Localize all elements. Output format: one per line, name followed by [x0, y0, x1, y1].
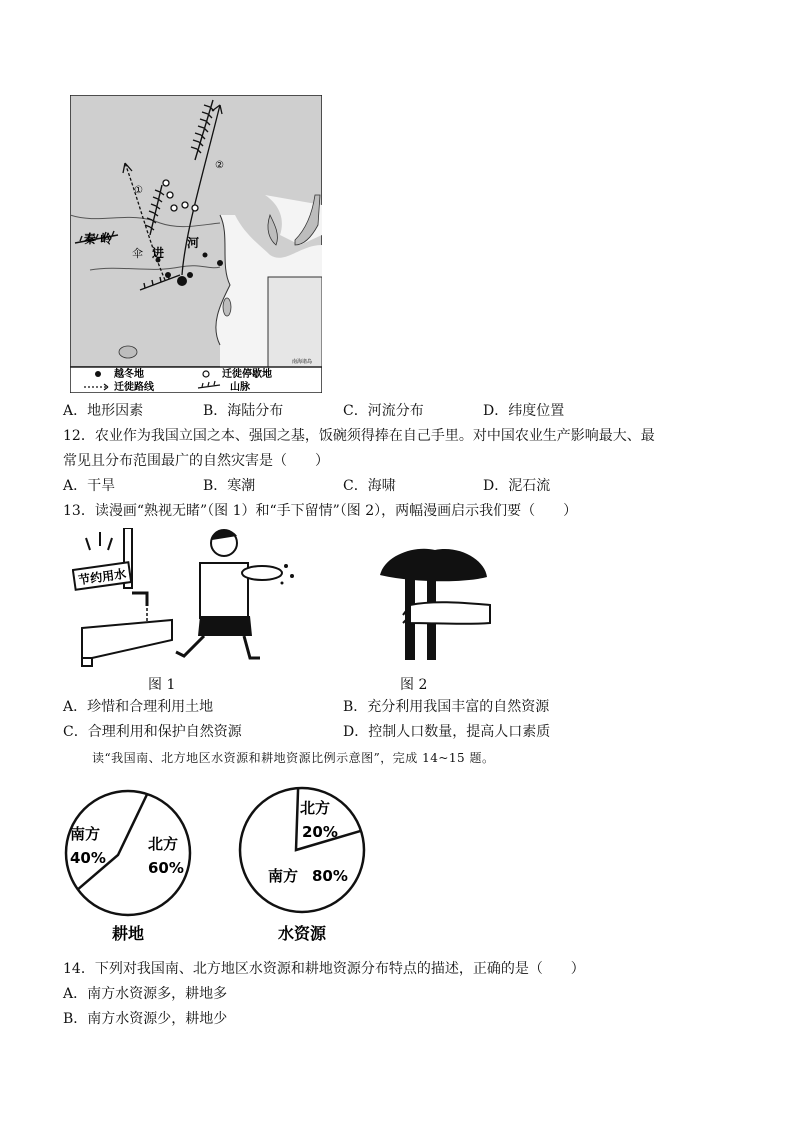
q14-stem: 14．下列对我国南、北方地区水资源和耕地资源分布特点的描述，正确的是（ ）: [63, 961, 585, 977]
label-he: 河: [187, 236, 200, 250]
water-saving-sign: 节约用水: [77, 566, 127, 588]
instruction-text: 读“我国南、北方地区水资源和耕地资源比例示意图”，完成 14~15 题。: [92, 751, 495, 765]
q13-option-b: B．充分利用我国丰富的自然资源: [343, 699, 550, 715]
pie-water-label-north: 北方: [300, 799, 331, 817]
pie-water-title: 水资源: [278, 924, 327, 943]
pie-water-label-south: 南方: [268, 867, 299, 885]
pie-farmland-label-south: 南方: [70, 825, 101, 843]
q12-option-a: A．干旱: [63, 478, 116, 494]
q14-option-a: A．南方水资源多，耕地多: [63, 986, 228, 1002]
legend-mountain: 山脉: [230, 382, 250, 393]
pie-farmland: [66, 791, 190, 943]
route-2-label: ②: [215, 160, 224, 171]
fig2-caption: 图 2: [400, 677, 428, 693]
q12-option-c: C．海啸: [343, 478, 396, 494]
south-sea-inset: [268, 277, 322, 367]
q13-option-d: D．控制人口数量，提高人口素质: [343, 724, 551, 740]
q13-option-c: C．合理利用和保护自然资源: [63, 724, 242, 740]
q14-option-b: B．南方水资源少，耕地少: [63, 1011, 228, 1027]
pie-farmland-label-north: 北方: [148, 835, 179, 853]
inset-label: 南海诸岛: [292, 359, 313, 365]
pie-charts: [60, 775, 380, 950]
q12-option-d: D．泥石流: [483, 478, 551, 494]
pie-water: [240, 788, 364, 943]
map-legend: [70, 367, 322, 393]
q11-option-a: A．地形因素: [63, 403, 144, 419]
pie-farmland-value-south: 40%: [70, 849, 106, 867]
migration-map: [70, 95, 322, 393]
q11-option-b: B．海陆分布: [203, 403, 284, 419]
q11-option-d: D．纬度位置: [483, 403, 565, 419]
pie-water-value-north: 20%: [302, 823, 338, 841]
q13-option-a: A．珍惜和合理利用土地: [63, 699, 214, 715]
q12-stem-line2: 常见且分布范围最广的自然灾害是（ ）: [63, 453, 329, 469]
legend-route: 迁徙路线: [114, 382, 154, 393]
label-qinling: 秦 岭: [84, 232, 113, 246]
fig1-caption: 图 1: [148, 677, 176, 693]
pie-farmland-value-north: 60%: [148, 859, 184, 877]
q12-stem-line1: 12．农业作为我国立国之本、强国之基，饭碗须得捧在自己手里。对中国农业生产影响最大、最: [63, 428, 655, 444]
pie-water-value-south: 80%: [312, 867, 348, 885]
label-shan: 伞: [132, 247, 143, 260]
legend-wintering: 越冬地: [114, 369, 144, 380]
cartoon-figure-1: [72, 528, 302, 668]
q13-stem: 13．读漫画“熟视无睹”（图 1）和“手下留情”（图 2），两幅漫画启示我们要（ ）: [63, 503, 578, 519]
pie-farmland-title: 耕地: [112, 924, 145, 943]
route-1-label: ①: [134, 185, 143, 196]
label-jin: 进: [152, 246, 165, 260]
legend-stopover: 迁徙停歇地: [222, 369, 272, 380]
map-svg: [70, 95, 322, 393]
cartoon-figure-2: [375, 545, 495, 665]
pie-charts-svg: [60, 775, 380, 950]
q12-option-b: B．寒潮: [203, 478, 256, 494]
q11-option-c: C．河流分布: [343, 403, 424, 419]
